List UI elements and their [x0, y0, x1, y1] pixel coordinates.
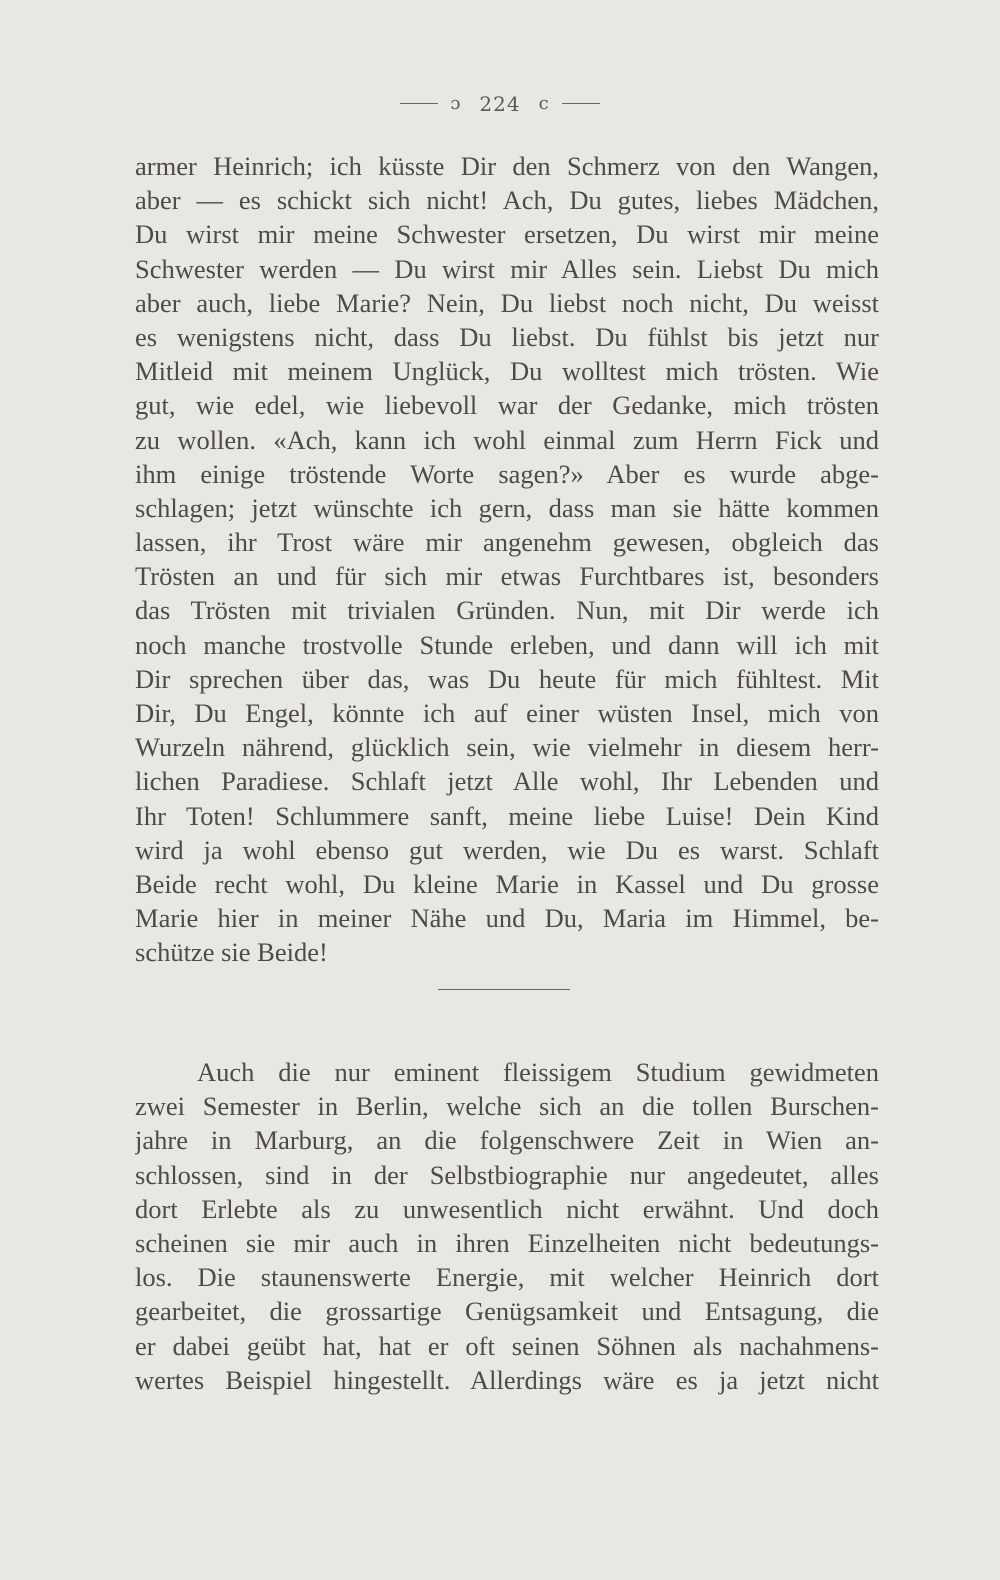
text-line: wertes Beispiel hingestellt. Allerdings wäre es ja jetzt nicht: [135, 1364, 879, 1395]
text-line: schlagen; jetzt wünschte ich gern, dass man sie hätte kommen: [135, 492, 879, 523]
text-line: gearbeitet, die grossartige Genügsamkeit und Entsagung, die: [135, 1296, 879, 1327]
text-line: er dabei geübt hat, hat er oft seinen Söhnen als nachahmens-: [135, 1330, 879, 1361]
text-line: scheinen sie mir auch in ihren Einzelheiten nicht bedeutungs-: [135, 1227, 879, 1258]
text-line: aber — es schickt sich nicht! Ach, Du gutes, liebes Mädchen,: [135, 185, 879, 216]
text-line: zwei Semester in Berlin, welche sich an die tollen Burschen-: [135, 1091, 879, 1122]
header-ornament-right: c: [538, 93, 550, 114]
page-number: 224: [479, 91, 521, 116]
text-line: Wurzeln nährend, glücklich sein, wie vielmehr in diesem herr-: [135, 732, 879, 763]
text-line: Mitleid mit meinem Unglück, Du wolltest mich trösten. Wie: [135, 356, 879, 387]
text-line: jahre in Marburg, an die folgenschwere Zeit in Wien an-: [135, 1125, 879, 1156]
text-line: schütze sie Beide!: [135, 937, 328, 968]
text-line: Beide recht wohl, Du kleine Marie in Kassel und Du grosse: [135, 868, 879, 899]
text-line: Ihr Toten! Schlummere sanft, meine liebe Luise! Dein Kind: [135, 800, 879, 831]
text-line: zu wollen. «Ach, kann ich wohl einmal zum Herrn Fick und: [135, 424, 879, 455]
text-line: los. Die staunenswerte Energie, mit welcher Heinrich dort: [135, 1262, 879, 1293]
text-line: dort Erlebte als zu unwesentlich nicht erwähnt. Und doch: [135, 1193, 879, 1224]
text-line: schlossen, sind in der Selbstbiographie nur angedeutet, alles: [135, 1159, 879, 1190]
header-ornament-left: ɔ: [450, 93, 462, 114]
header-rule-left: [400, 103, 438, 104]
paragraph-new: [135, 1055, 879, 1397]
page-header: [0, 90, 1000, 116]
text-line: Du wirst mir meine Schwester ersetzen, Du wirst mir meine: [135, 219, 879, 250]
text-line: aber auch, liebe Marie? Nein, Du liebst noch nicht, Du weisst: [135, 287, 879, 318]
text-line: Trösten an und für sich mir etwas Furchtbares ist, besonders: [135, 561, 879, 592]
text-line: armer Heinrich; ich küsste Dir den Schmerz von den Wangen,: [135, 151, 879, 181]
text-line: Schwester werden — Du wirst mir Alles sein. Liebst Du mich: [135, 253, 879, 284]
header-rule-right: [562, 103, 600, 104]
text-line: Dir, Du Engel, könnte ich auf einer wüsten Insel, mich von: [135, 698, 879, 728]
text-line: das Trösten mit trivialen Gründen. Nun, mit Dir werde ich: [135, 595, 879, 626]
text-line: lassen, ihr Trost wäre mir angenehm gewesen, obgleich das: [135, 527, 879, 558]
text-line: wird ja wohl ebenso gut werden, wie Du es warst. Schlaft: [135, 834, 879, 865]
text-line: noch manche trostvolle Stunde erleben, und dann will ich mit: [135, 629, 879, 660]
text-line: gut, wie edel, wie liebevoll war der Gedanke, mich trösten: [135, 390, 879, 421]
text-line: Dir sprechen über das, was Du heute für mich fühltest. Mit: [135, 663, 879, 694]
text-line: ihm einige tröstende Worte sagen?» Aber es wurde abge-: [135, 458, 879, 489]
text-line: es wenigstens nicht, dass Du liebst. Du fühlst bis jetzt nur: [135, 321, 879, 352]
paragraph-continued: [135, 149, 879, 970]
text-line: Marie hier in meiner Nähe und Du, Maria im Himmel, be-: [135, 903, 879, 934]
text-line: Auch die nur eminent fleissigem Studium gewidmeten: [197, 1057, 879, 1087]
text-line: lichen Paradiese. Schlaft jetzt Alle wohl, Ihr Lebenden und: [135, 766, 879, 797]
section-divider: [438, 989, 570, 990]
